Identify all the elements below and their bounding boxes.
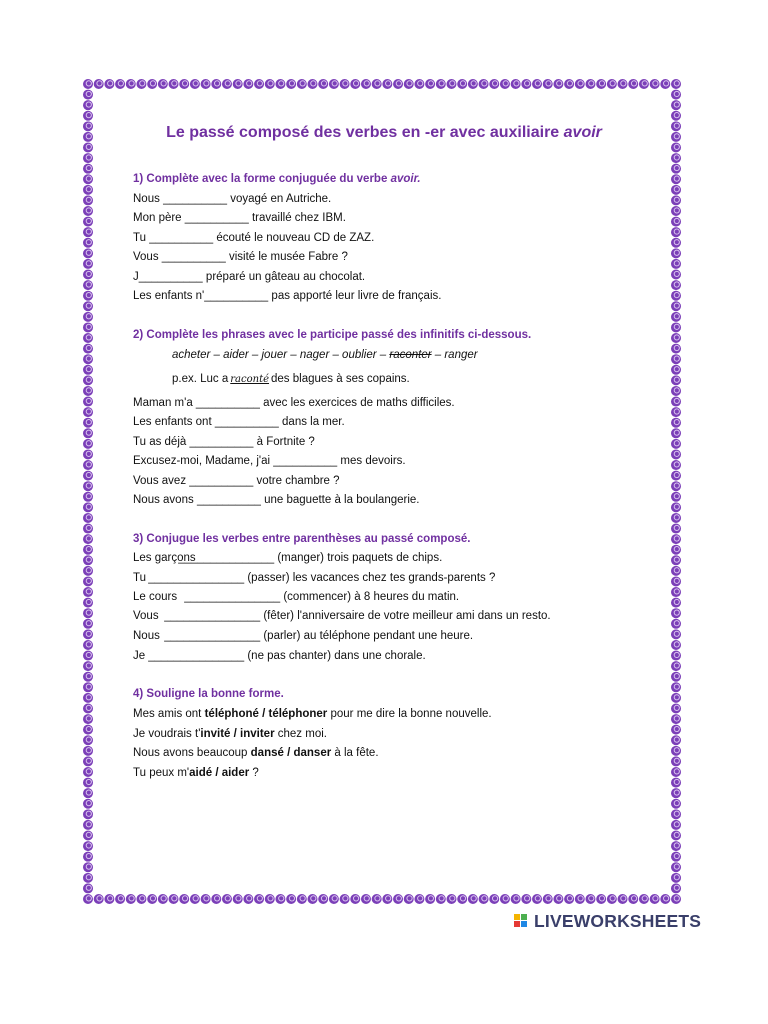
answer-blank[interactable]: __________	[161, 251, 226, 263]
logo-text: LIVEWORKSHEETS	[534, 911, 702, 931]
section3-heading: 3) Conjugue les verbes entre parenthèses au passé composé.	[133, 533, 471, 545]
logo-tile	[521, 914, 527, 920]
answer-blank[interactable]: __________	[214, 416, 279, 428]
s2-line-6: Nous avons __________ une baguette à la boulangerie.	[133, 494, 420, 506]
s2-line-1: Maman m'a __________ avec les exercices de maths difficiles.	[133, 397, 455, 409]
section4-heading: 4) Souligne la bonne forme.	[133, 688, 284, 700]
answer-blank[interactable]: _______________	[148, 572, 245, 584]
answer-blank[interactable]: _______________	[164, 630, 261, 642]
s1-line-6: Les enfants n'__________ pas apporté leur livre de français.	[133, 290, 442, 302]
s3-line-6: Je _______________ (ne pas chanter) dans une chorale.	[133, 650, 426, 662]
section1-heading: 1) Complète avec la forme conjuguée du verbe avoir.	[133, 173, 421, 185]
s1-line-3: Tu __________ écouté le nouveau CD de ZAZ.	[133, 232, 375, 244]
answer-blank[interactable]: __________	[195, 397, 260, 409]
s1-line-5: J__________ préparé un gâteau au chocolat.	[133, 271, 366, 283]
s1-line-1: Nous __________ voyagé en Autriche.	[133, 193, 332, 205]
s4-line-1: Mes amis ont téléphoné / téléphoner pour me dire la bonne nouvelle.	[133, 708, 492, 720]
s3-line-4: Vous _______________ (fêter) l'anniversaire de votre meilleur ami dans un resto.	[133, 610, 551, 622]
s2-line-3: Tu as déjà __________ à Fortnite ?	[133, 436, 315, 448]
worksheet-title: Le passé composé des verbes en -er avec auxiliaire avoir	[166, 124, 602, 141]
answer-blank[interactable]: _______________	[164, 610, 261, 622]
section2-heading: 2) Complète les phrases avec le participe passé des infinitifs ci-dessous.	[133, 329, 532, 341]
handwritten-example: raconté	[230, 374, 270, 385]
example-line: p.ex. Luc a raconté des blagues à ses copains.	[172, 373, 410, 385]
s3-line-2: Tu _______________ (passer) les vacances chez tes grands-parents ?	[133, 572, 496, 584]
answer-blank[interactable]: __________	[138, 271, 203, 283]
answer-blank[interactable]: __________	[184, 212, 249, 224]
answer-blank[interactable]: __________	[189, 436, 254, 448]
s2-line-4: Excusez-moi, Madame, j'ai __________ mes devoirs.	[133, 455, 406, 467]
s4-line-4: Tu peux m'aidé / aider ?	[133, 767, 259, 779]
s3-line-5: Nous _______________ (parler) au téléphone pendant une heure.	[133, 630, 474, 642]
choice-options[interactable]: téléphoné / téléphoner	[204, 708, 328, 720]
logo-tile	[514, 914, 520, 920]
struck-word: raconter	[389, 349, 432, 361]
answer-blank[interactable]: __________	[204, 290, 269, 302]
answer-blank[interactable]: __________	[149, 232, 214, 244]
logo-tile	[514, 921, 520, 927]
answer-blank[interactable]: _______________	[178, 552, 275, 564]
s2-line-5: Vous avez __________ votre chambre ?	[133, 475, 340, 487]
answer-blank[interactable]: _______________	[148, 650, 245, 662]
s4-line-2: Je voudrais t'invité / inviter chez moi.	[133, 728, 327, 740]
choice-options[interactable]: dansé / danser	[250, 747, 332, 759]
choice-options[interactable]: aidé / aider	[189, 767, 250, 779]
word-bank: acheter – aider – jouer – nager – oublier – raconter – ranger	[172, 349, 478, 361]
answer-blank[interactable]: __________	[163, 193, 228, 205]
answer-blank[interactable]: _______________	[184, 591, 281, 603]
choice-options[interactable]: invité / inviter	[200, 728, 275, 740]
s3-line-3: Le cours _______________ (commencer) à 8 heures du matin.	[133, 591, 460, 603]
s4-line-3: Nous avons beaucoup dansé / danser à la fête.	[133, 747, 379, 759]
s1-line-2: Mon père __________ travaillé chez IBM.	[133, 212, 346, 224]
answer-blank[interactable]: __________	[273, 455, 338, 467]
logo-tile	[521, 921, 527, 927]
s1-line-4: Vous __________ visité le musée Fabre ?	[133, 251, 348, 263]
s2-line-2: Les enfants ont __________ dans la mer.	[133, 416, 345, 428]
s3-line-1: Les garçons _______________ (manger) trois paquets de chips.	[133, 552, 443, 564]
answer-blank[interactable]: __________	[189, 475, 254, 487]
answer-blank[interactable]: __________	[196, 494, 261, 506]
